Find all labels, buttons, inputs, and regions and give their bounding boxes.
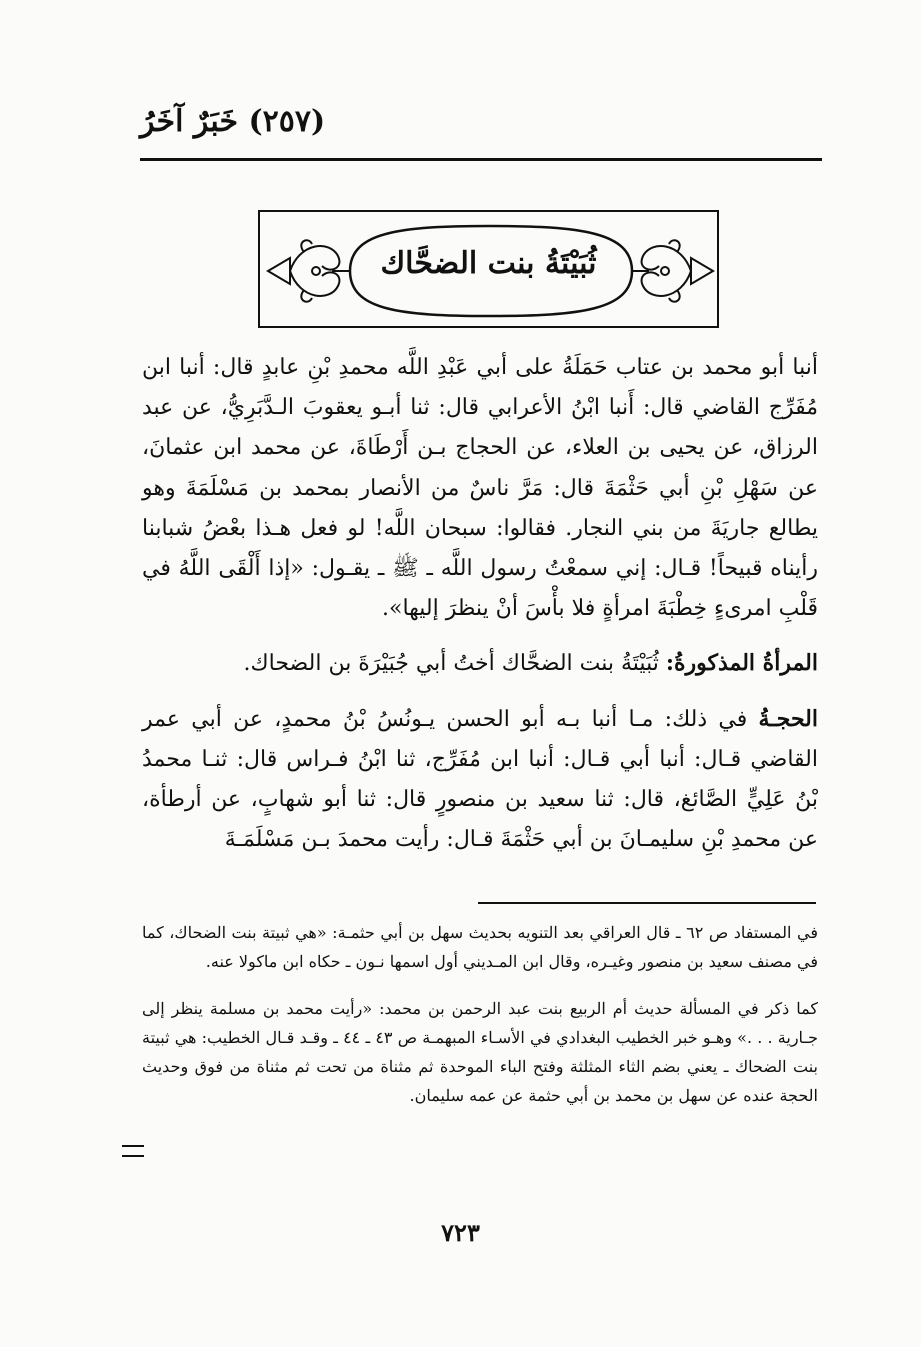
paragraph-woman: [142, 643, 818, 684]
footnote-1: في المستفاد ص ٦٢ ـ قال العراقي بعد التنويه بحديث سهل بن أبي حثمـة: «هي ثبيتة بنت الضحاك، كما في مصنف سعيد بن منصور وغيـره، وقال ابن المـديني أول اسمها نـون ـ حكاه ابن ماكولا عنه.: [142, 923, 818, 971]
paragraph-proof: [142, 699, 818, 861]
header-rule: [140, 158, 822, 161]
main-text: [142, 348, 818, 860]
paragraph-woman-lead: المرأةُ المذكورةُ:: [665, 650, 818, 677]
footnote-2: كما ذكر في المسألة حديث أم الربيع بنت عبد الرحمن بن محمد: «رأيت محمد بن مسلمة ينظر إلى جـارية . . .» وهـو خبر الخطيب البغدادي في الأسـاء المبهمـة ص ٤٣ ـ ٤٤ ـ وقـد قـال الخطيب: هي ثبيتة بنت الضحاك ـ يعني بضم الثاء المثلثة وفتح الباء الموحدة ثم مثناة من تحت ثم مثناة من فوق وحديث الحجة عنده عن سهل بن محمد بن أبي حثمة عن عمه سليمان.: [142, 999, 818, 1105]
paragraph-isnad: أنبا أبو محمد بن عتاب حَمَلَةُ على أبي عَبْدِ اللَّه محمدِ بْنِ عابدٍ قال: أنبا ابن مُفَرِّج القاضي قال: أَنبا ابْنُ الأعرابي قال: ثنا أبـو يعقوبَ الـدَّبَرِيُّ، عن عبد الرزاق، عن يحيى بن العلاء، عن الحجاج بـن أَرْطَاةَ، عن محمد ابن عثمانَ، عن سَهْلِ بْنِ أبي حَثْمَةَ قال: مَرَّ ناسٌ من الأنصار بمحمد بن مَسْلَمَةَ وهو يطالع جاريَةَ من بني النجار. فقالوا: سبحان اللَّه! لو فعل هـذا بعْضُ شبابنا رأيناه قبيحاً! قـال: إني سمعْتُ رسول اللَّه ـ ﷺ ـ يقـول: «إذا أَلْقَى اللَّهُ في قَلْبِ امرىءٍ خِطْبَةَ امرأةٍ فلا بأْسَ أنْ ينظرَ إليها».: [142, 355, 818, 622]
continuation-mark: [122, 1145, 144, 1157]
section-title-frame: [258, 210, 719, 328]
running-head-title: (٢٥٧) خَبَرٌ آخَرُ: [140, 104, 326, 139]
section-title: ثُبَيْتَةُ بنت الضحَّاك: [380, 246, 597, 281]
footnotes: [142, 918, 818, 1110]
page-number: ٧٢٣: [441, 1218, 480, 1247]
running-head: [140, 98, 820, 158]
paragraph-woman-text: ثُبَيْتَةُ بنت الضحَّاك أختُ أبي جُبَيْرَةَ بن الضحاك.: [243, 651, 666, 677]
footnote-rule: [478, 902, 816, 904]
paragraph-proof-lead: الحجـةُ: [758, 705, 818, 732]
paragraph-proof-text: في ذلك: مـا أنبا بـه أبو الحسن يـونُسُ بْنُ محمدٍ، عن أبي عمر القاضي قـال: أنبا أبي قـال: أنبا ابن مُفَرِّج، ثنا ابْنُ فـراس قال: ثنـا محمدُ بْنُ عَلِيٍّ الصَّائغ، قال: ثنا سعيد بن منصورٍ قال: ثنا أبو شهابٍ، عن أرطأة، عن محمدِ بْنِ سليمـانَ بن أبي حَثْمَةَ قـال: رأيت محمدَ بـن مَسْلَمَـةَ: [142, 706, 818, 853]
